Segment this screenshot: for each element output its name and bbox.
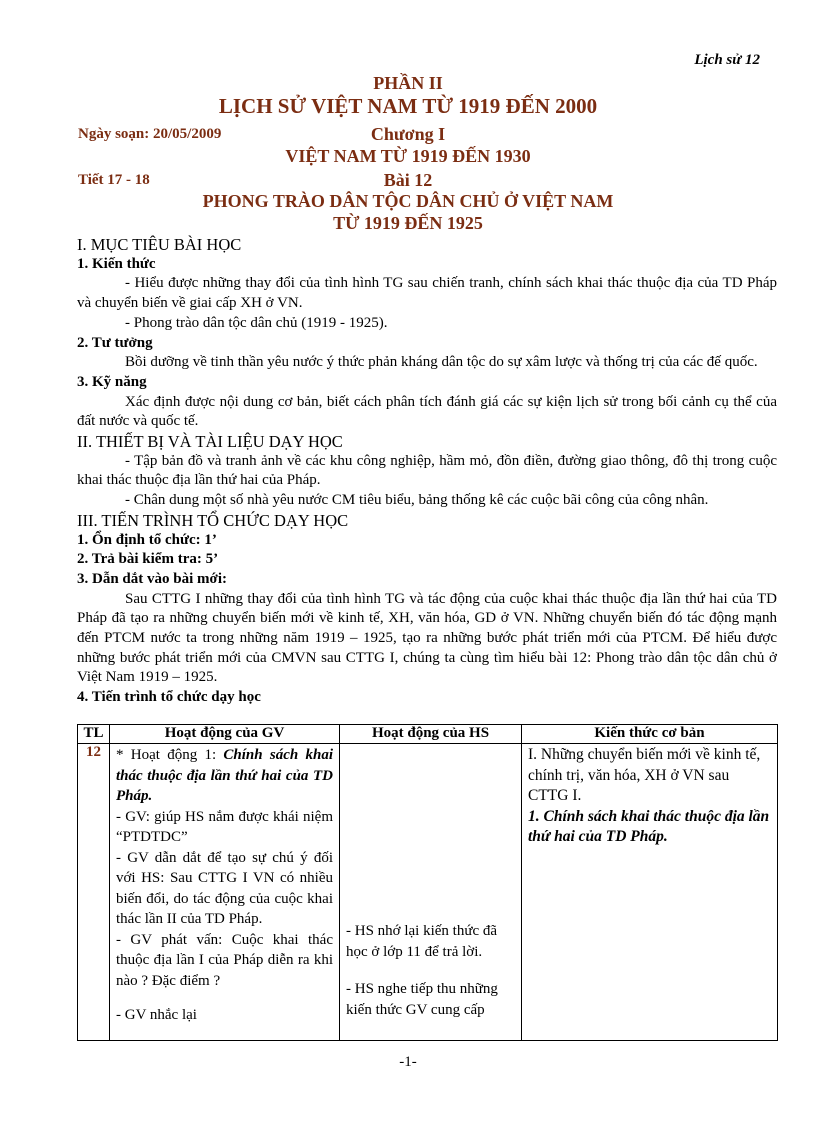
knowledge-subheading: 1. Chính sách khai thác thuộc địa lần thứ hai của TD Pháp. [528,807,770,845]
lesson-heading: Bài 12 [383,170,433,190]
subject-header: Lịch sử 12 [694,52,760,68]
header-student-activity: Hoạt động của HS [340,725,522,744]
materials-paragraph-1: - Tập bản đồ và tranh ảnh về các khu công nghiệp, hầm mỏ, đồn điền, đường giao thông, đô thị trong cuộc khai thác thuộc địa lần thứ hai của Pháp. [77,452,777,489]
student-activity-cell [340,744,522,1041]
step-organize: 1. Ổn định tổ chức: 1’ [77,531,217,548]
skills-paragraph: Xác định được nội dung cơ bản, biết cách phân tích đánh giá các sự kiện lịch sử trong bối cảnh cụ thể của đất nước và quốc tế. [77,393,777,430]
student-line: - HS nghe tiếp thu những kiến thức GV cung cấp [346,981,498,1018]
section-materials: II. THIẾT BỊ VÀ TÀI LIỆU DẠY HỌC [77,432,343,452]
section-procedure: III. TIẾN TRÌNH TỔ CHỨC DẠY HỌC [77,510,349,530]
part-heading: PHẦN II [373,73,443,93]
knowledge-cell [522,744,778,1041]
chapter-heading: Chương I [370,124,446,144]
step-check: 2. Trả bài kiểm tra: 5’ [77,551,219,568]
period: Tiết 17 - 18 [78,172,150,188]
teacher-line: - GV phát vấn: Cuộc khai thác thuộc địa lần I của Pháp diễn ra khi nào ? Đặc điểm ? [116,931,333,989]
subsection-attitude: 2. Tư tưởng [77,334,153,351]
header-tl: TL [78,725,110,744]
knowledge-heading: I. Những chuyển biến mới về kinh tế, chính trị, văn hóa, XH ở VN sau CTTG I. [528,746,761,804]
lesson-title-line1: PHONG TRÀO DÂN TỘC DÂN CHỦ Ở VIỆT NAM [202,191,614,211]
knowledge-paragraph-1: - Hiểu được những thay đổi của tình hình TG sau chiến tranh, chính sách khai thác thuộc địa của TD Pháp và chuyển biến về giai cấp XH ở VN. [77,275,777,312]
student-line: - HS nhớ lại kiến thức đã học ở lớp 11 để trả lời. [346,923,498,960]
section-objectives: I. MỤC TIÊU BÀI HỌC [77,235,242,254]
subsection-knowledge: 1. Kiến thức [77,255,156,272]
table-header-row [78,725,778,744]
page-number: -1- [399,1054,417,1070]
lesson-plan-table [77,724,778,1041]
introduction-paragraph: Sau CTTG I những thay đổi của tình hình TG và tác động của cuộc khai thác thuộc địa lần thứ hai của TD Pháp đã tạo ra những chuyển biến mới về kinh tế, XH, văn hóa, GD ở VN. Những chuyển biến đó tác động mạnh đến PTCM nước ta trong những năm 1919 – 1925, tạo ra những bước phát triển mới của PTCM. Để hiểu được những bước phát triển mới của CMVN sau CTTG I, chúng ta cùng tìm hiểu bài 12: Phong trào dân tộc dân chủ ở Việt Nam 1919 – 1925. [77,590,777,686]
prep-date: Ngày soạn: 20/05/2009 [78,126,222,142]
lesson-title-line2: TỪ 1919 ĐẾN 1925 [333,213,483,233]
header-teacher-activity: Hoạt động của GV [110,725,340,744]
activity-title: Chính sách khai thác thuộc địa lần thứ hai của TD Pháp. [116,747,334,804]
teacher-activity-cell [110,744,340,1041]
materials-paragraph-2: - Chân dung một số nhà yêu nước CM tiêu biểu, bảng thống kê các cuộc bãi công của công nhân. [125,492,709,509]
activity-heading [116,745,333,807]
table-row [78,744,778,1041]
header-basic-knowledge: Kiến thức cơ bản [522,725,778,744]
teacher-line: - GV nhắc lại [116,1007,197,1023]
knowledge-paragraph-2: - Phong trào dân tộc dân chủ (1919 - 1925). [125,314,388,331]
lesson-body [77,235,777,708]
activity-prefix: * Hoạt động 1: [116,747,224,763]
subsection-skills: 3. Kỹ năng [77,373,147,390]
attitude-paragraph: Bồi dưỡng về tinh thần yêu nước ý thức phản kháng dân tộc do sự xâm lược và thống trị của các đế quốc. [125,354,758,371]
part-title: LỊCH SỬ VIỆT NAM TỪ 1919 ĐẾN 2000 [218,94,598,118]
chapter-title: VIỆT NAM TỪ 1919 ĐẾN 1930 [285,146,531,166]
step-process: 4. Tiến trình tổ chức dạy học [77,689,261,706]
step-introduce: 3. Dẫn dắt vào bài mới: [77,570,227,587]
teacher-line: - GV: giúp HS nắm được khái niệm “PTDTDC” [116,808,333,845]
time-cell: 12 [78,744,110,1041]
teacher-line: - GV dẫn dắt để tạo sự chú ý đối với HS: Sau CTTG I VN có nhiều biến đổi, do tác động của cuộc khai thác lần II của TD Pháp. [116,849,333,927]
